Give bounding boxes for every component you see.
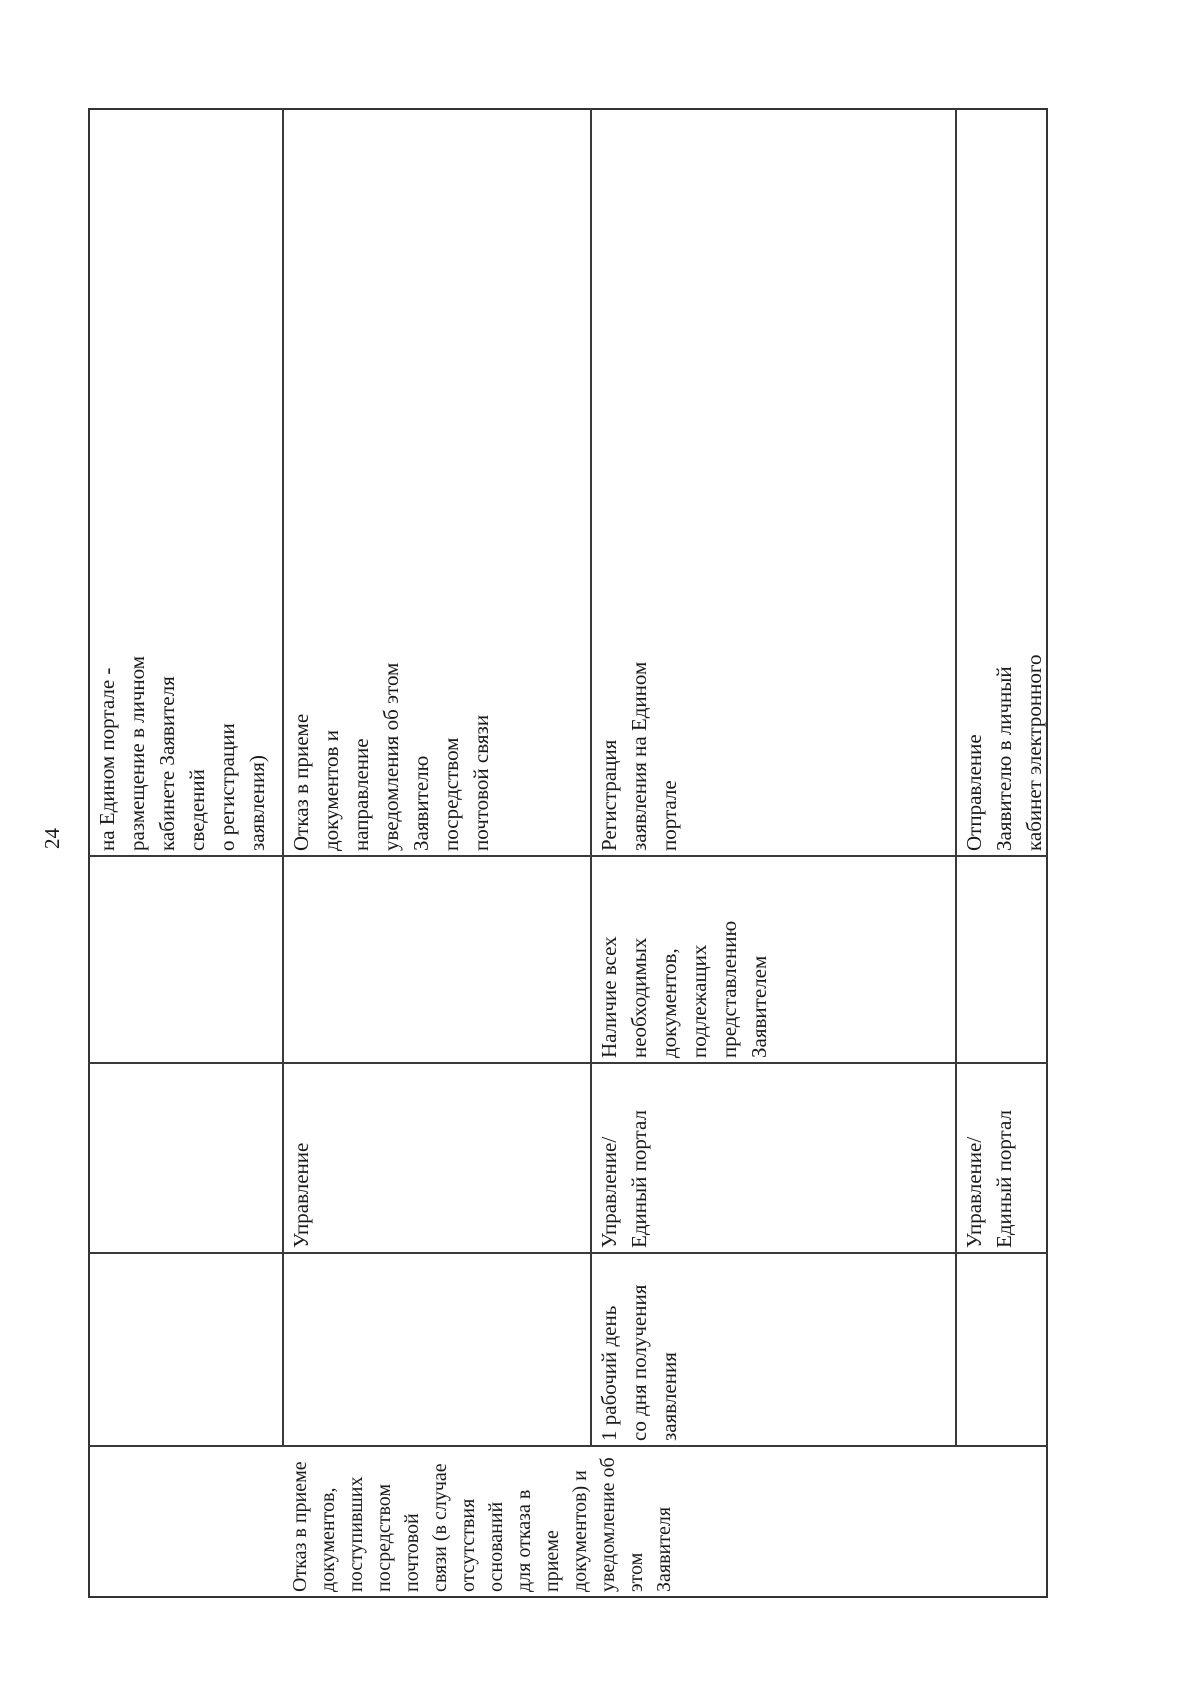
cell-text: Отказ в приеме документов, поступивших посредством почтовой связи (в случае отсутствия оснований для отказа в приеме документов) и уведомление об этом Заявителя	[289, 1457, 675, 1592]
table-cell	[592, 1254, 955, 1445]
table-cell	[957, 110, 1046, 855]
cell-text: Отказ в приеме документов и направление уведомления об этом Заявителю посредством почтовой связи	[289, 662, 493, 851]
table-cell	[284, 1447, 675, 1596]
table-cell	[957, 1064, 1046, 1252]
page-number: 24	[39, 827, 64, 849]
table-cell	[284, 110, 590, 855]
table-cell	[592, 857, 955, 1062]
table-cell	[592, 110, 955, 855]
cell-text: Управление	[289, 1142, 313, 1248]
cell-text: 1 рабочий день со дня получения заявления	[597, 1284, 681, 1441]
cell-text: на Едином портале - размещение в личном кабинете Заявителя сведений о регистрации заявления)	[95, 655, 269, 851]
cell-text: Наличие всех необходимых документов, подлежащих представлению Заявителем	[597, 920, 771, 1058]
table-cell	[592, 1064, 955, 1252]
table-cell	[90, 110, 282, 855]
table-cell	[284, 1064, 590, 1252]
cell-text: Управление/ Единый портал	[962, 1110, 1016, 1248]
cell-text: Регистрация заявления на Едином портале	[597, 661, 681, 851]
cell-text: Отправление Заявителю в личный кабинет электронного	[962, 654, 1046, 851]
cell-text: Управление/ Единый портал	[597, 1110, 651, 1248]
